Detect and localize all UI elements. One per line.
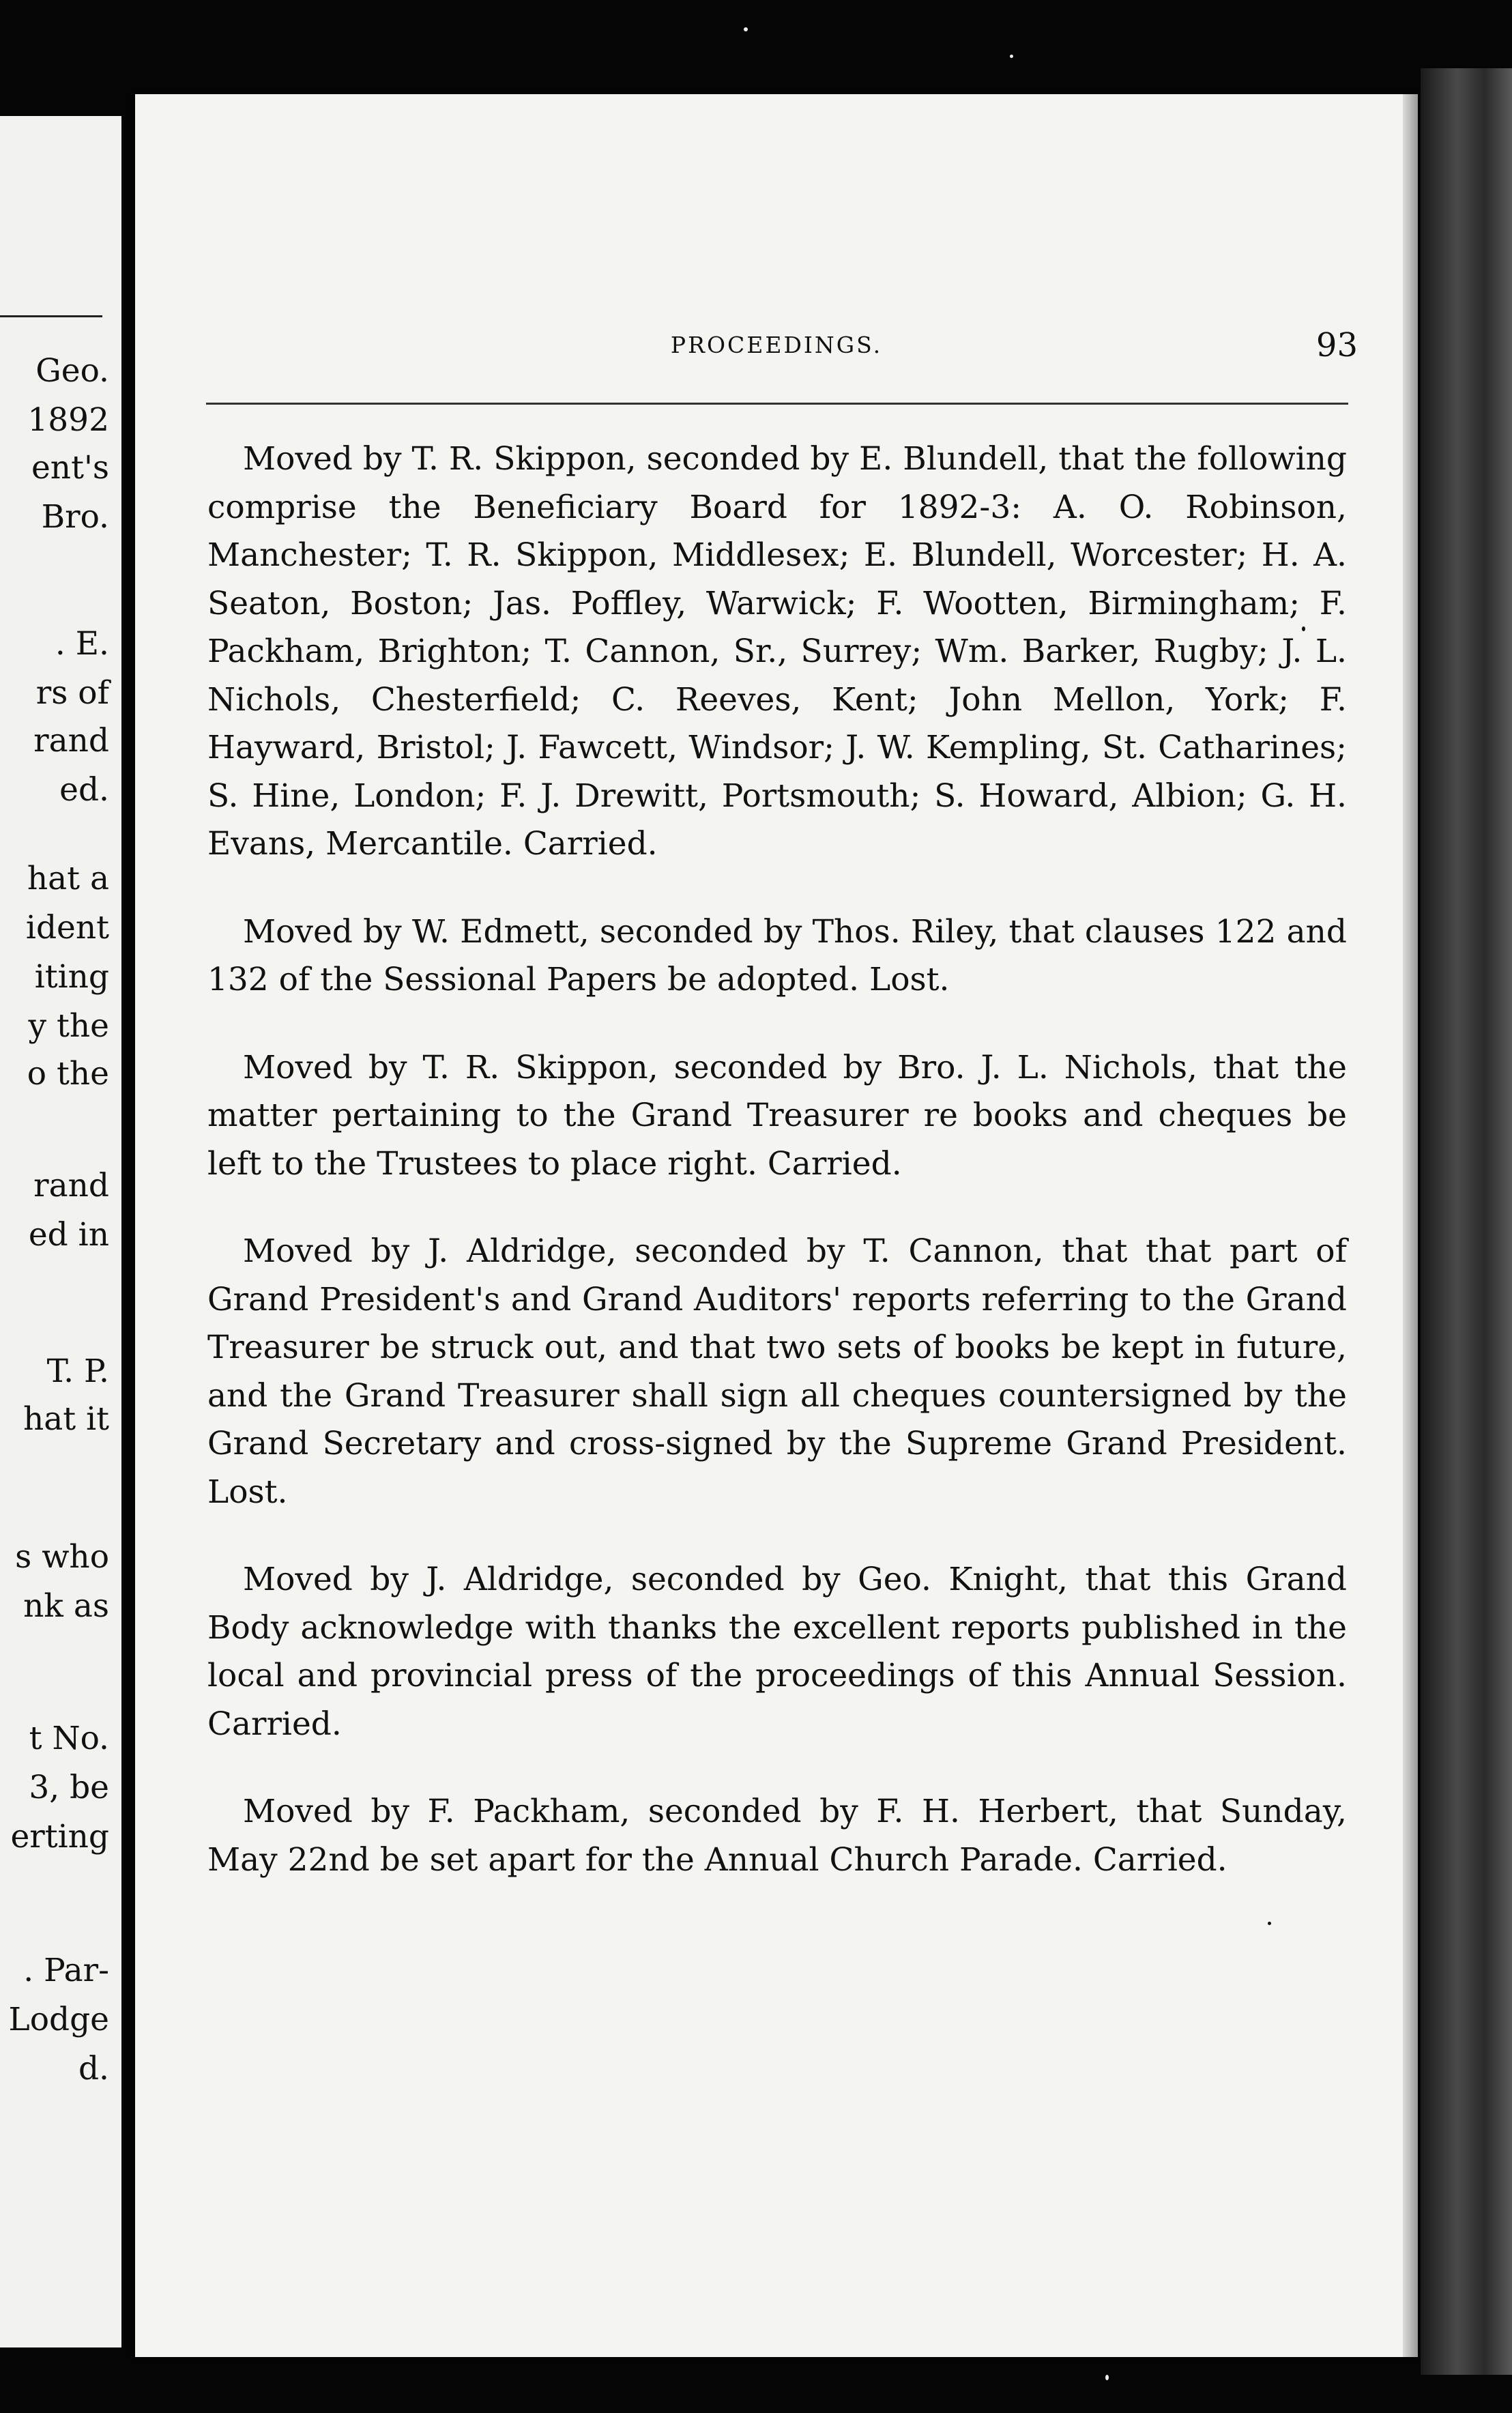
left-fragment: d. <box>78 2050 109 2087</box>
header-rule <box>206 403 1348 405</box>
left-fragment: s who <box>15 1538 109 1576</box>
running-head <box>203 326 1358 367</box>
left-fragment: . Par- <box>23 1952 109 1989</box>
left-fragment: erting <box>10 1818 109 1855</box>
left-fragment: rand <box>33 722 109 760</box>
left-fragment: 1892 <box>27 401 109 439</box>
left-fragment: rand <box>33 1167 109 1204</box>
left-fragment: . E. <box>55 625 109 663</box>
left-facing-page <box>0 116 121 2347</box>
left-fragment: iting <box>34 958 109 996</box>
left-fragment: T. P. <box>46 1353 109 1390</box>
left-fragment: ident <box>25 909 109 947</box>
left-fragment: ent's <box>31 449 109 487</box>
paragraph-church-parade: Moved by F. Packham, seconded by F. H. Herbert, that Sunday, May 22nd be set apart for the Annual Church Parade. Carried. <box>207 1793 1347 1879</box>
left-fragment: 3, be <box>29 1769 109 1806</box>
left-page-rule <box>0 315 102 317</box>
paragraph-sessional-papers: Moved by W. Edmett, seconded by Thos. Riley, that clauses 122 and 132 of the Sessional Papers be adopted. Lost. <box>207 912 1347 998</box>
paragraph-auditors-reports: Moved by J. Aldridge, seconded by T. Cannon, that that part of Grand President's and Grand Auditors' reports referring to the Grand Treasurer be struck out, and that two sets of books be kept in future, and the Grand Treasurer shall sign all cheques countersigned by the Grand Secretary and cross-signed by the Supreme Grand President. Lost. <box>207 1232 1347 1511</box>
scan-speck <box>1302 626 1305 631</box>
left-fragment: Lodge <box>8 2001 109 2038</box>
left-fragment: y the <box>28 1007 109 1045</box>
left-fragment: Geo. <box>35 352 109 390</box>
left-fragment: ed in <box>28 1216 109 1254</box>
main-page <box>135 94 1418 2357</box>
paragraph-treasurer-books: Moved by T. R. Skippon, seconded by Bro. J. L. Nichols, that the matter pertaining to the Grand Treasurer re books and cheques be left to the Trustees to place right. Carried. <box>207 1048 1347 1183</box>
left-fragment: rs of <box>35 674 109 712</box>
left-fragment: hat a <box>27 860 109 897</box>
scan-speck <box>1105 2375 1109 2380</box>
page-body <box>207 435 1347 1924</box>
left-fragment: ed. <box>59 771 109 809</box>
left-fragment: Bro. <box>41 498 109 536</box>
page-edge-shadow <box>1403 94 1418 2357</box>
left-fragment: hat it <box>23 1400 109 1438</box>
left-fragment: o the <box>27 1055 109 1093</box>
left-fragment: nk as <box>23 1587 109 1625</box>
left-fragment: t No. <box>29 1720 109 1757</box>
book-binding-edge <box>1421 68 1512 2375</box>
scan-speck <box>1268 1922 1271 1925</box>
scan-speck <box>1010 55 1013 58</box>
paragraph-press-thanks: Moved by J. Aldridge, seconded by Geo. Knight, that this Grand Body acknowledge with thanks the excellent reports published in the local and provincial press of the proceedings of this Annual Session. Carried. <box>207 1561 1347 1743</box>
scan-speck <box>744 27 748 31</box>
running-title: PROCEEDINGS. <box>670 332 883 358</box>
paragraph-beneficiary-board: Moved by T. R. Skippon, seconded by E. Blundell, that the following comprise the Beneficiary Board for 1892-3: A. O. Robinson, Manchester; T. R. Skippon, Middlesex; E. Blundell, Worcester; H. A. Seaton, Boston; Jas. Poffley, Warwick; F. Wootten, Birmingham; F. Packham, Brighton; T. Cannon, Sr., Surrey; Wm. Barker, Rugby; J. L. Nichols, Chesterfield; C. Reeves, Kent; John Mellon, York; F. Hayward, Bristol; J. Fawcett, Windsor; J. W. Kempling, St. Catharines; S. Hine, London; F. J. Drewitt, Portsmouth; S. Howard, Albion; G. H. Evans, Mercantile. Carried. <box>207 440 1347 863</box>
page-number: 93 <box>1315 326 1358 364</box>
